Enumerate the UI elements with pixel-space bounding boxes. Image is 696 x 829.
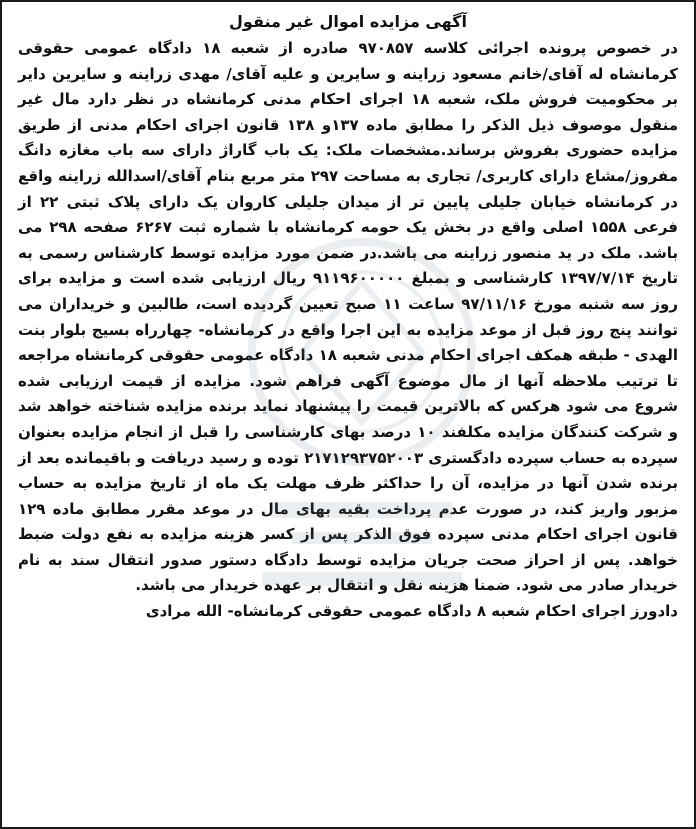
notice-body-text: در خصوص پرونده اجرائی کلاسه ۹۷۰۸۵۷ صادره از شعبه ۱۸ دادگاه عمومی حقوقی کرمانشاه له آقای/خانم مسعود زراینه و سایرین و علیه آقای/ مهدی زراینه و سایرین دایر بر محکومیت فروش ملک، شعبه ۱۸ اجرای احکام مدنی کرمانشاه در نظر دارد مال غیر منقول موصوف ذیل الذکر را مطابق ماده ۱۳۷و ۱۳۸ قانون اجرای احکام مدنی از طریق مزایده حضوری بفروش برساند.مشخصات ملک: یک باب گاراژ دارای سه باب مغازه دانگ مفروز/مشاع دارای کاربری/ تجاری به مساحت ۲۹۷ متر مربع بنام آقای/اسدالله زراینه واقع در کرمانشاه خیابان جلیلی پایین تر از میدان جلیلی کاروان یک دارای پلاک ثبتی ۲۲ از فرعی ۱۵۵۸ اصلی واقع در بخش یک حومه کرمانشاه با شماره ثبت ۶۲۶۷ صفحه ۲۹۸ می باشد. ملک در ید منصور زراینه می باشد.در ضمن مورد مزایده توسط کارشناس رسمی به تاریخ ۱۳۹۷/۷/۱۴ کارشناسی و بمبلغ ۹۱۱۹۶۰۰۰۰۰ ریال ارزیابی شده است و مزایده برای روز سه شنبه مورخ ۹۷/۱۱/۱۶ ساعت ۱۱ صبح تعیین گردیده است، طالبین و خریداران می توانند پنج روز قبل از موعد مزایده به این اجرا واقع در کرمانشاه- چهارراه بسیج بلوار بنت الهدی - طبقه همکف اجرای احکام مدنی شعبه ۱۸ دادگاه عمومی حقوقی کرمانشاه مراجعه تا ترتیب ملاحظه آنها از مال موضوع آگهی فراهم شود. مزایده از قیمت ارزیابی شده شروع می شود هرکس که بالاترین قیمت را پیشنهاد نماید برنده مزایده شناخته خواهد شد و شرکت کنندگان مزایده مکلفند ۱۰ درصد بهای کارشناسی را قبل از انجام مزایده بعنوان سپرده به حساب سپرده دادگستری ۲۱۷۱۲۹۳۷۵۲۰۰۳ توده و رسید دریافت و باقیمانده بعد از برنده شدن آنها در مزایده، آن را حداکثر ظرف مهلت یک ماه از تاریخ مزایده به حساب مزبور واریز کند، در صورت عدم پرداخت بقیه بهای مال در موعد مقرر مطابق ماده ۱۲۹ قانون اجرای احکام مدنی سپرده فوق الذکر پس از کسر هزینه مزایده به نفع دولت ضبط خواهد. پس از احراز صحت جریان مزایده توسط دادگاه دستور صدور انتقال سند به نام خریدار صادر می شود. ضمنا هزینه نقل و انتقال بر عهده خریدار می باشد. (18, 39, 679, 595)
notice-title: آگهی مزایده اموال غیر منقول (229, 12, 467, 31)
notice-signature: دادورز اجرای احکام شعبه ۸ دادگاه عمومی حقوقی کرمانشاه- الله مرادی (145, 602, 678, 621)
